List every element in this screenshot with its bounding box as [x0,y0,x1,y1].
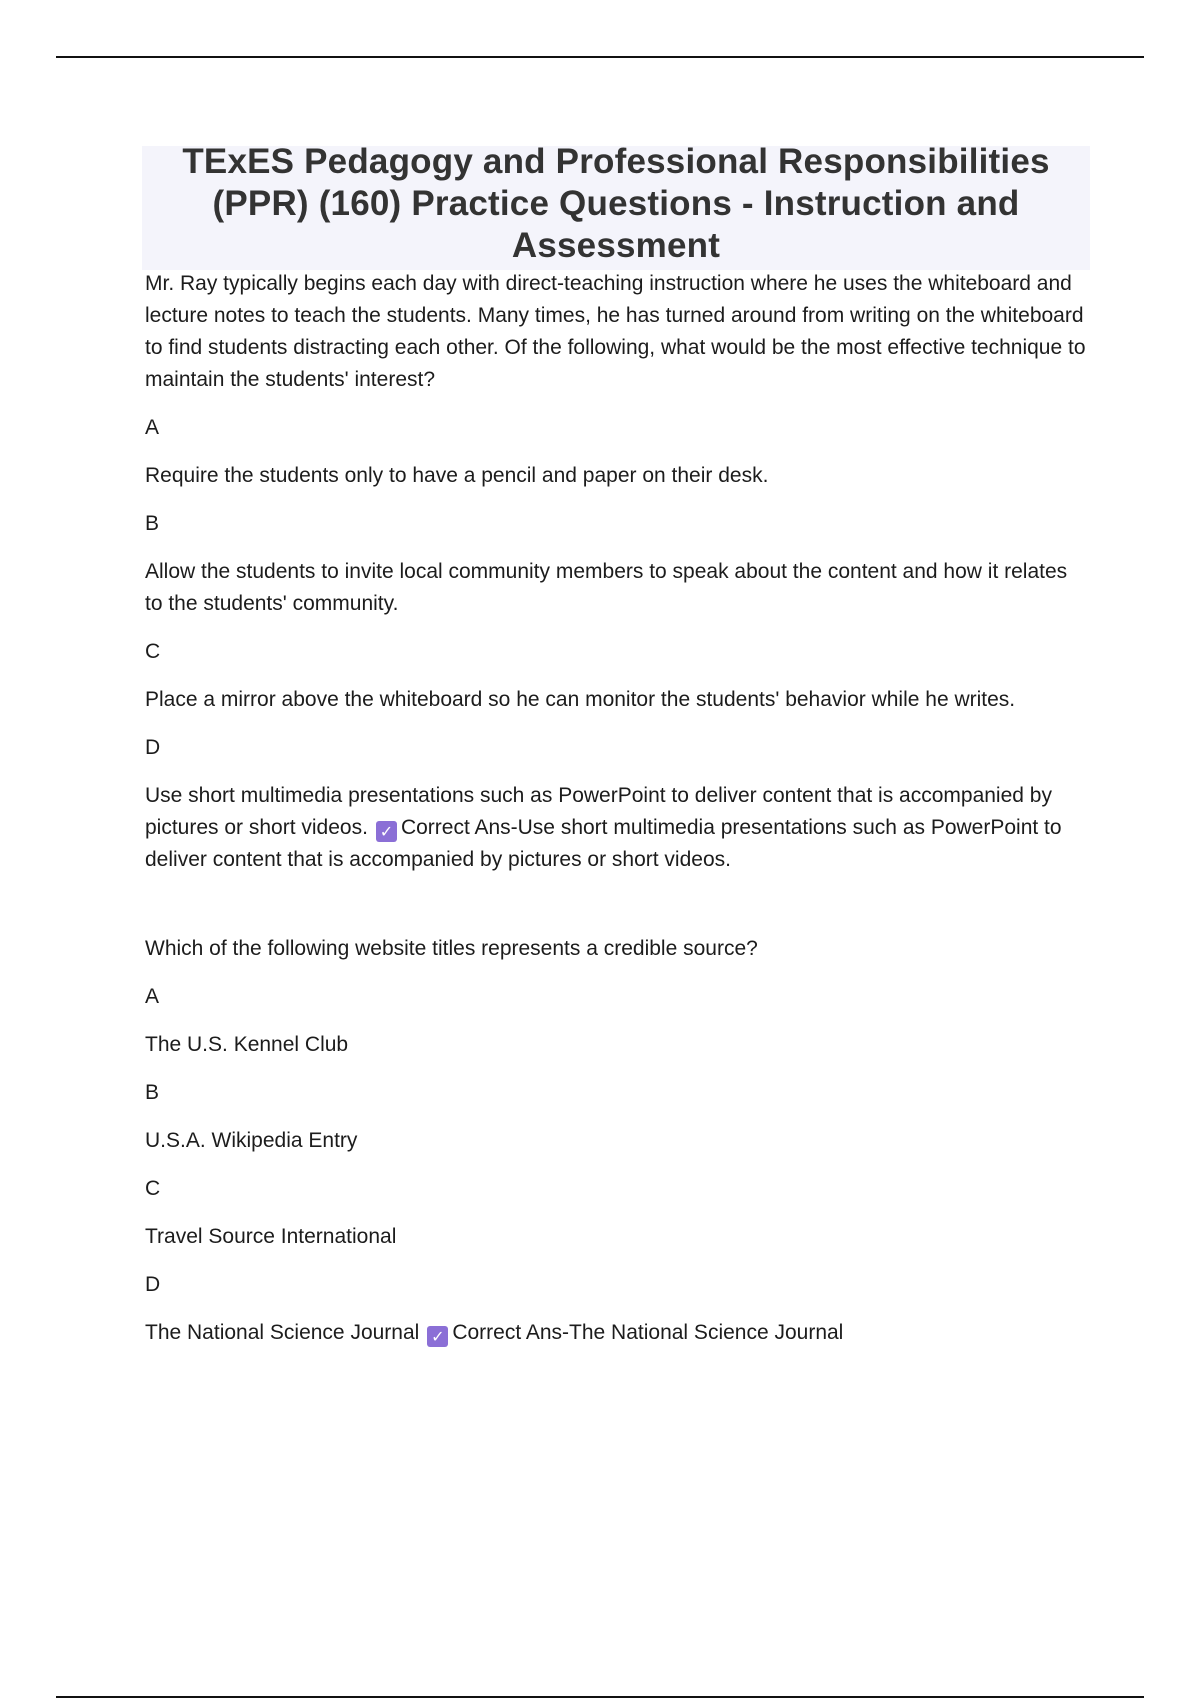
option-text: Use short multimedia presentations such as PowerPoint to deliver content that is accompanied by pictures or short videos. [145,784,1052,839]
option-letter: C [145,640,161,663]
check-mark-icon: ✓ [376,821,397,842]
option-letter: D [145,1273,161,1296]
option-letter: D [145,736,161,759]
option-text: U.S.A. Wikipedia Entry [145,1129,358,1152]
option-letter: B [145,512,160,535]
option-text: Travel Source International [145,1225,397,1248]
top-rule [56,56,1144,58]
bottom-rule [56,1696,1144,1698]
option-letter: A [145,985,160,1008]
option-text: The U.S. Kennel Club [145,1033,349,1056]
question-stem: Mr. Ray typically begins each day with direct-teaching instruction where he uses the whiteboard and lecture notes to teach the students. Many times, he has turned around from writing on the whiteboard to find students distracting each other. Of the following, what would be the most effective technique to maintain the students' interest? [145,272,1086,391]
option-letter: A [145,416,160,439]
option-text: Require the students only to have a pencil and paper on their desk. [145,464,769,487]
option-text: The National Science Journal [145,1321,420,1344]
option-text-with-answer [145,1317,1090,1349]
option-text-with-answer [145,780,1090,876]
document-title: TExES Pedagogy and Professional Responsibilities (PPR) (160) Practice Questions - Instruction and Assessment [182,142,1050,265]
question-stem: Which of the following website titles represents a credible source? [145,937,758,960]
document-body [145,268,1090,1349]
option-letter: C [145,1177,161,1200]
option-text: Allow the students to invite local community members to speak about the content and how it relates to the students' community. [145,560,1068,615]
question-2 [145,933,1090,1349]
option-text: Place a mirror above the whiteboard so he can monitor the students' behavior while he writes. [145,688,1016,711]
correct-answer: Correct Ans-Use short multimedia presentations such as PowerPoint to deliver content that is accompanied by pictures or short videos. [145,816,1062,871]
question-1 [145,268,1090,876]
correct-answer: Correct Ans-The National Science Journal [452,1321,844,1344]
question-spacer [145,876,1090,933]
check-mark-icon: ✓ [427,1326,448,1347]
option-letter: B [145,1081,160,1104]
